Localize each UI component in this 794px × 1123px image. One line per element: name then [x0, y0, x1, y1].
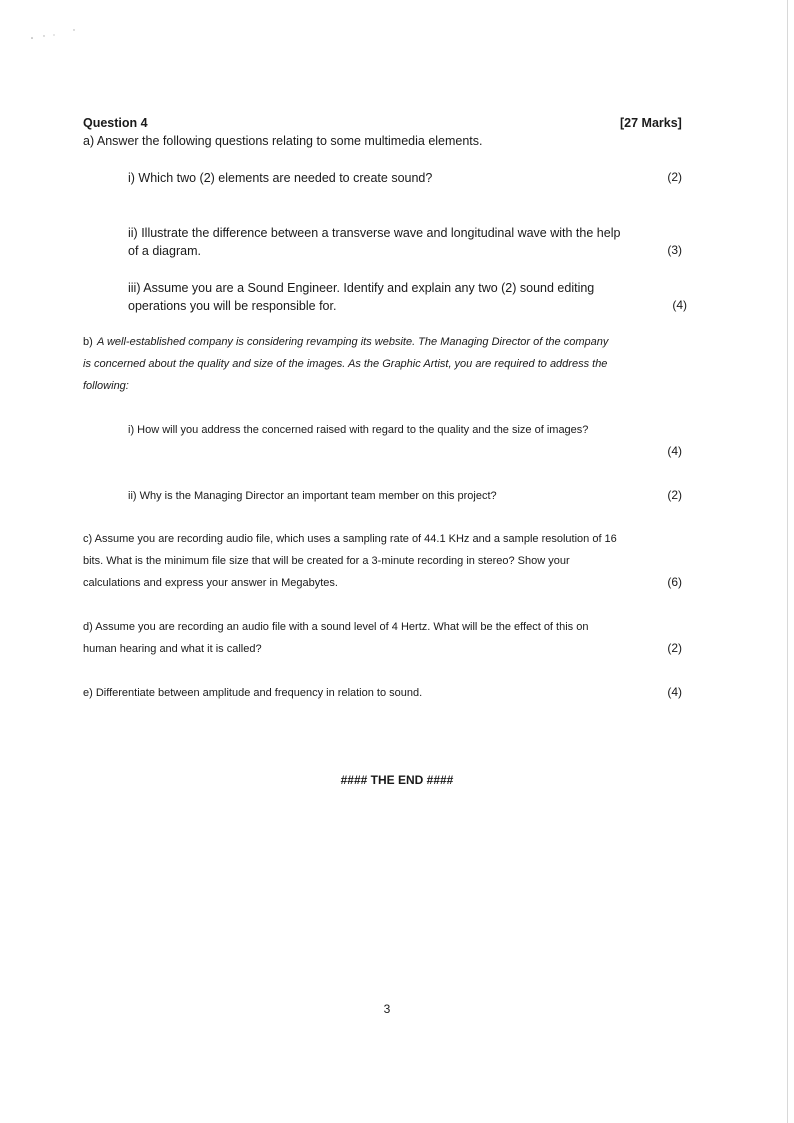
part-a-item-3-line-1: iii) Assume you are a Sound Engineer. Identify and explain any two (2) sound editing — [128, 281, 595, 295]
part-b-item-2-marks: (2) — [667, 488, 682, 502]
end-marker: #### THE END #### — [340, 773, 454, 787]
part-b-item-1: i) How will you address the concerned raised with regard to the quality and the size of images? — [128, 424, 589, 436]
part-b-label: b) — [83, 336, 93, 348]
part-c-line-3: calculations and express your answer in Megabytes. — [83, 577, 338, 589]
question-title: Question 4 — [83, 116, 148, 130]
part-c-line-1: c) Assume you are recording audio file, which uses a sampling rate of 44.1 KHz and a sample resolution of 16 — [83, 533, 617, 545]
part-d-marks: (2) — [667, 641, 682, 655]
part-a-item-2-marks: (3) — [667, 243, 682, 257]
part-c-marks: (6) — [667, 575, 682, 589]
part-a-item-3-marks: (4) — [672, 298, 687, 312]
part-e-marks: (4) — [667, 685, 682, 699]
part-b-item-2: ii) Why is the Managing Director an important team member on this project? — [128, 490, 497, 502]
part-b-line-3: following: — [83, 380, 129, 392]
part-a-item-3-line-2: operations you will be responsible for. — [128, 299, 337, 313]
scan-page-edge — [787, 0, 788, 1123]
part-b-line-1: A well-established company is considering revamping its website. The Managing Director of the company — [97, 336, 609, 348]
part-a-item-2-line-1: ii) Illustrate the difference between a transverse wave and longitudinal wave with the help — [128, 226, 621, 240]
question-total-marks: [27 Marks] — [620, 116, 682, 130]
part-c-line-2: bits. What is the minimum file size that will be created for a 3-minute recording in stereo? Show your — [83, 555, 570, 567]
part-d-line-2: human hearing and what it is called? — [83, 643, 262, 655]
part-a-item-2-line-2: of a diagram. — [128, 244, 201, 258]
part-b-line-2: is concerned about the quality and size of the images. As the Graphic Artist, you are required to address the — [83, 358, 608, 370]
part-e-text: e) Differentiate between amplitude and frequency in relation to sound. — [83, 687, 423, 699]
part-b-item-1-marks: (4) — [667, 444, 682, 458]
scan-speck-marks — [30, 28, 80, 42]
part-d-line-1: d) Assume you are recording an audio file with a sound level of 4 Hertz. What will be the effect of this on — [83, 621, 589, 633]
page-number: 3 — [383, 1002, 391, 1016]
part-a-item-1: i) Which two (2) elements are needed to create sound? — [128, 171, 433, 185]
part-a-item-1-marks: (2) — [667, 170, 682, 184]
part-a-intro: a) Answer the following questions relating to some multimedia elements. — [83, 134, 483, 148]
